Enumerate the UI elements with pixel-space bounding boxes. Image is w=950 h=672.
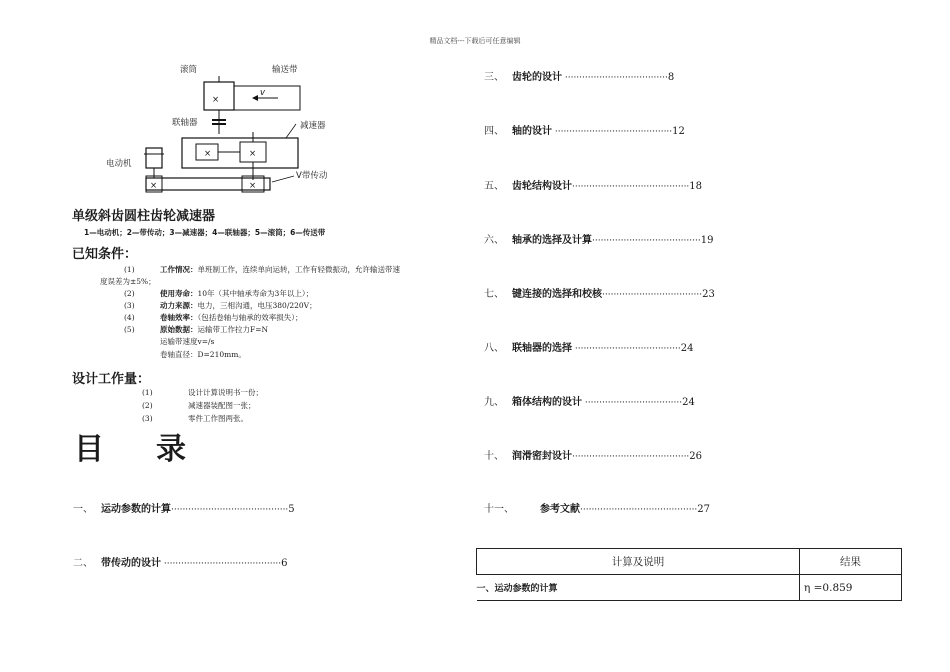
condition-item: (3) 动力来源：电力，三相沟通，电压380/220V； (124, 301, 317, 310)
svg-text:×: × (249, 149, 257, 159)
svg-text:×: × (249, 181, 257, 191)
toc-entry: 七、 键连接的选择和校核···································23 (484, 289, 715, 300)
toc-entry: 四、 轴的设计 ·········································12 (484, 126, 685, 137)
transmission-diagram (100, 62, 340, 202)
workload-item: (2) 减速器装配图一张； (142, 401, 256, 410)
label-conveyor-belt: 输送带 (272, 65, 298, 75)
row-result: η =0.859 (800, 575, 902, 601)
table-header-row (477, 549, 902, 575)
label-v-belt: V带传动 (296, 171, 328, 181)
svg-text:×: × (204, 149, 212, 159)
header-note: 精品文档---下载后可任意编辑 (429, 37, 521, 45)
workload-item: (1) 设计计算说明书一份； (142, 388, 263, 397)
label-drum: 滚筒 (180, 65, 198, 75)
toc-entry: 九、 箱体结构的设计 ··································24 (484, 397, 695, 408)
toc-entry: 三、 齿轮的设计 ····································8 (484, 72, 675, 83)
document-title: 单级斜齿圆柱齿轮减速器 (72, 209, 216, 224)
toc-entry: 五、 齿轮结构设计·········································18 (484, 181, 703, 192)
toc-entry: 八、 联轴器的选择 ·····································24 (484, 343, 694, 354)
condition-item: (5) 原始数据：运输带工作拉力F=N (124, 325, 269, 334)
toc-entry: 十一、 参考文献·········································27 (484, 504, 711, 515)
condition-extra: 运输带速度v=/s (160, 337, 215, 346)
table-row (477, 575, 902, 601)
condition-item: (4) 卷轴效率：（包括卷轴与轴承的效率损失）； (124, 313, 303, 322)
workload-item: (3) 零件工作图两张。 (142, 414, 248, 423)
diagram-legend: 1—电动机；2—带传动；3—减速器；4—联轴器；5—滚筒；6—传送带 (84, 228, 326, 237)
conditions-heading: 已知条件： (72, 247, 138, 262)
header-calculation: 计算及说明 (477, 549, 800, 575)
label-reducer: 减速器 (300, 121, 326, 131)
condition-item: (1) 工作情况：单班制工作，连续单向运转，工作有轻微振动，允许输送带速 (124, 265, 400, 274)
toc-title: 目录 (74, 432, 238, 467)
svg-text:×: × (212, 95, 220, 105)
label-motor: 电动机 (106, 159, 132, 169)
toc-entry: 六、 轴承的选择及计算······································19 (484, 235, 714, 246)
label-coupling: 联轴器 (172, 118, 198, 128)
toc-entry: 十、 润滑密封设计·········································26 (484, 451, 703, 462)
calculation-table (476, 548, 902, 601)
label-velocity: v (260, 88, 266, 98)
condition-extra: 卷轴直径：D=210mm。 (160, 350, 246, 359)
row-calculation: 一、运动参数的计算 (477, 575, 800, 601)
condition-item: (2) 使用寿命：10年（其中轴承寿命为3年以上）； (124, 289, 314, 298)
svg-text:×: × (150, 181, 158, 191)
condition-continuation: 度误差为±5%； (100, 277, 156, 286)
toc-entry: 二、 带传动的设计 ·········································6 (73, 558, 288, 569)
toc-entry: 一、 运动参数的计算·········································5 (73, 504, 295, 515)
header-result: 结果 (800, 549, 902, 575)
workload-heading: 设计工作量： (72, 372, 151, 387)
